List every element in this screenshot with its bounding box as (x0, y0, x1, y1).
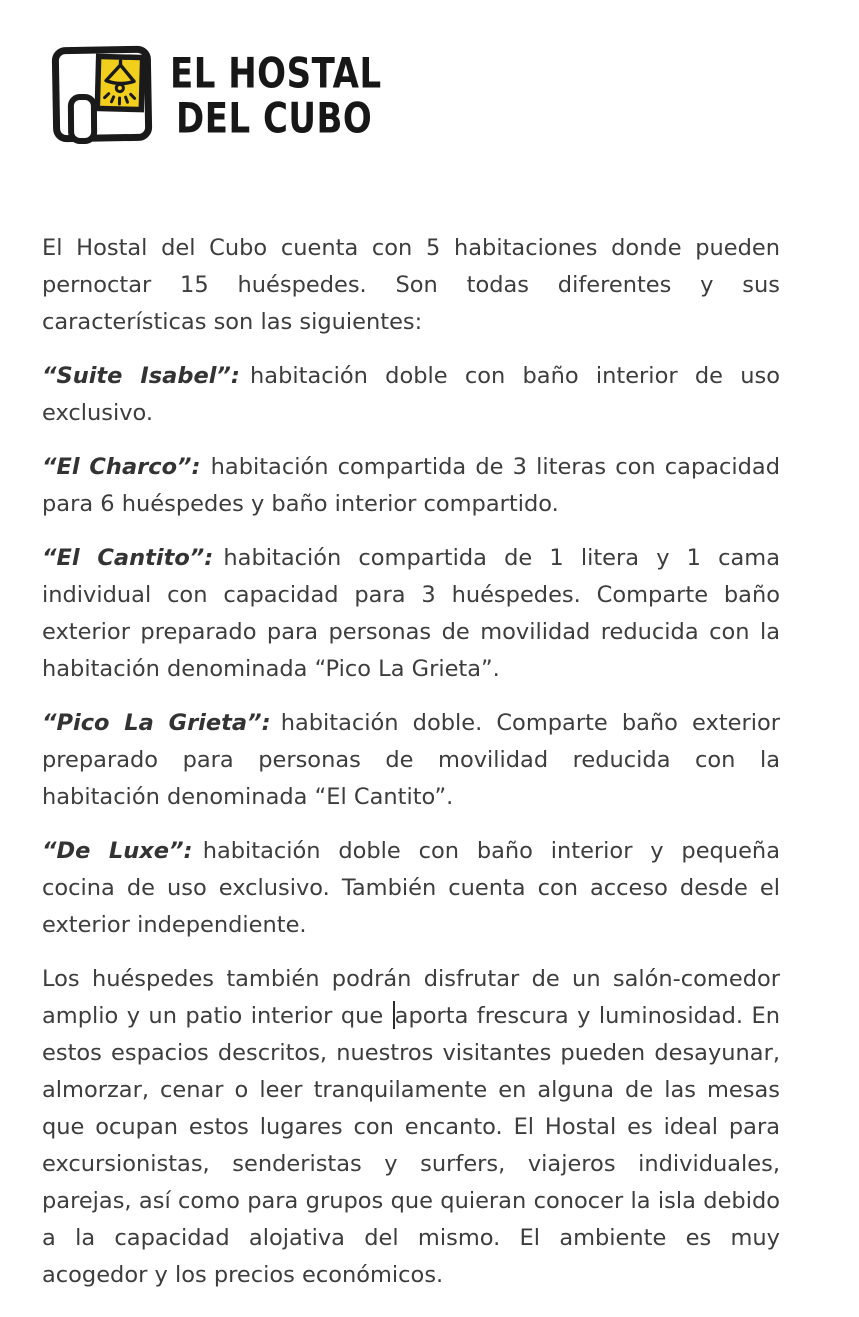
room-paragraph-suite-isabel[interactable] (42, 358, 780, 432)
room-description-el-cantito: habitación compartida de 1 litera y 1 cama individual con capacidad para 3 huéspedes. Comparte baño exterior preparado para personas de movilidad reducida con la habitación denominada “Pico La Grieta”. (42, 545, 780, 682)
closing-text-before-caret: Los huéspedes también podrán disfrutar de un salón-comedor amplio y un patio interior que (42, 966, 780, 1029)
hostal-logo (50, 44, 382, 144)
logo-wordmark (170, 49, 382, 144)
logo-wordmark-line1: EL HOSTAL (170, 49, 382, 99)
room-name-suite-isabel: “Suite Isabel”: (42, 363, 240, 389)
closing-text-after-caret: aporta frescura y luminosidad. En estos espacios descritos, nuestros visitantes pueden desayunar, almorzar, cenar o leer tranquilamente en alguna de las mesas que ocupan estos lugares con encanto. El Hostal es ideal para excursionistas, senderistas y surfers, viajeros individuales, parejas, así como para grupos que quieran conocer la isla debido a la capacidad alojativa del mismo. El ambiente es muy acogedor y los precios económicos. (42, 1003, 780, 1288)
room-name-el-cantito: “El Cantito”: (42, 545, 214, 571)
room-description-pico-la-grieta: habitación doble. Comparte baño exterior preparado para personas de movilidad reducida con la habitación denominada “El Cantito”. (42, 710, 781, 810)
logo-wordmark-line2: DEL CUBO (176, 94, 373, 144)
document-body[interactable] (42, 230, 780, 1311)
intro-paragraph[interactable] (42, 230, 780, 341)
room-description-el-charco: habitación compartida de 3 literas con capacidad para 6 huéspedes y baño interior compartido. (42, 454, 780, 517)
room-paragraph-el-cantito[interactable] (42, 540, 780, 688)
room-name-el-charco: “El Charco”: (42, 454, 201, 480)
room-paragraph-el-charco[interactable] (42, 449, 780, 523)
room-paragraph-de-luxe[interactable] (42, 833, 780, 944)
room-paragraph-pico-la-grieta[interactable] (42, 705, 780, 816)
room-lamp-door-icon (50, 44, 154, 144)
room-name-pico-la-grieta: “Pico La Grieta”: (42, 710, 271, 736)
room-description-suite-isabel: habitación doble con baño interior de uso exclusivo. (42, 363, 780, 426)
room-description-de-luxe: habitación doble con baño interior y pequeña cocina de uso exclusivo. También cuenta con acceso desde el exterior independiente. (42, 838, 780, 938)
intro-text: El Hostal del Cubo cuenta con 5 habitaciones donde pueden pernoctar 15 huéspedes. Son todas diferentes y sus características son las siguientes: (42, 235, 780, 335)
room-name-de-luxe: “De Luxe”: (42, 838, 193, 864)
closing-paragraph[interactable] (42, 961, 780, 1294)
